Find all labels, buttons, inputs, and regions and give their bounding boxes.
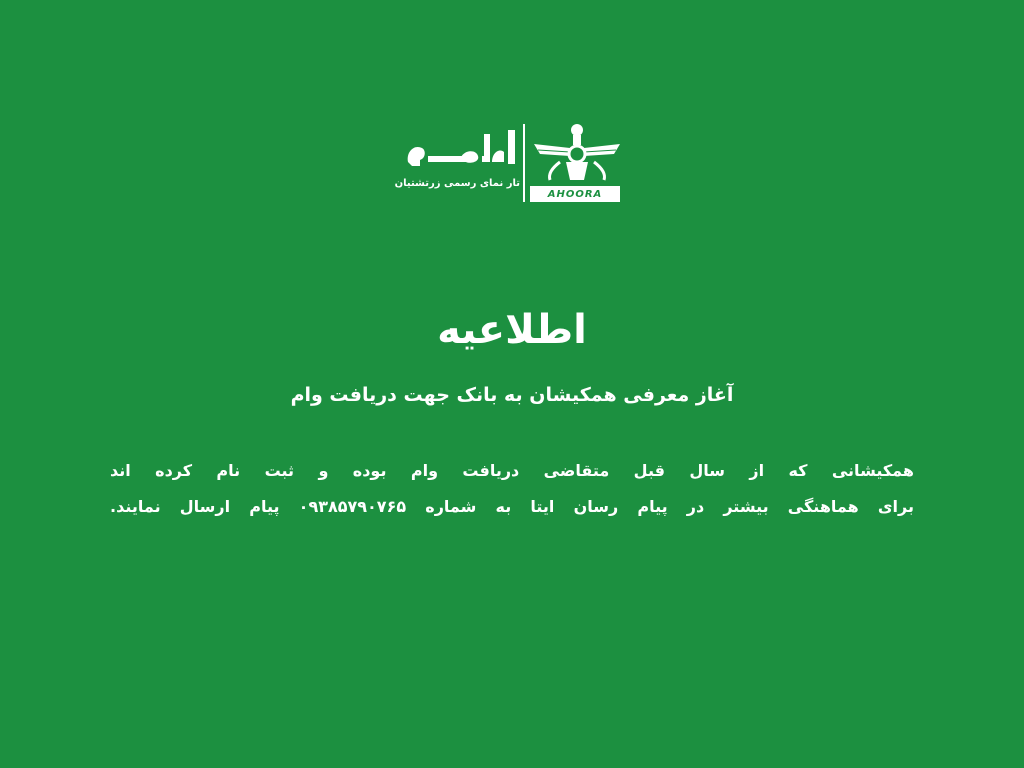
notice-body: [110, 453, 914, 525]
notice-title: اطلاعیه: [437, 307, 587, 353]
logo-divider: [523, 124, 525, 202]
notice-body-line-1: همکیشانی که از سال قبل متقاضی دریافت وام بوده و ثبت نام کرده اند: [110, 461, 914, 480]
site-logo[interactable]: [394, 122, 624, 206]
logo-tagline: تار نمای رسمی زرتشتیان: [394, 178, 520, 189]
logo-plate: AHOORA: [530, 186, 620, 202]
notice-subtitle: آغاز معرفی همکیشان به بانک جهت دریافت وام: [290, 384, 734, 406]
logo-wordmark-icon: [400, 126, 516, 170]
notice-body-line-2: برای هماهنگی بیشتر در پیام رسان ایتا به شماره ۰۹۳۸۵۷۹۰۷۶۵ پیام ارسال نمایند.: [110, 497, 915, 516]
faravahar-icon: [530, 122, 624, 184]
